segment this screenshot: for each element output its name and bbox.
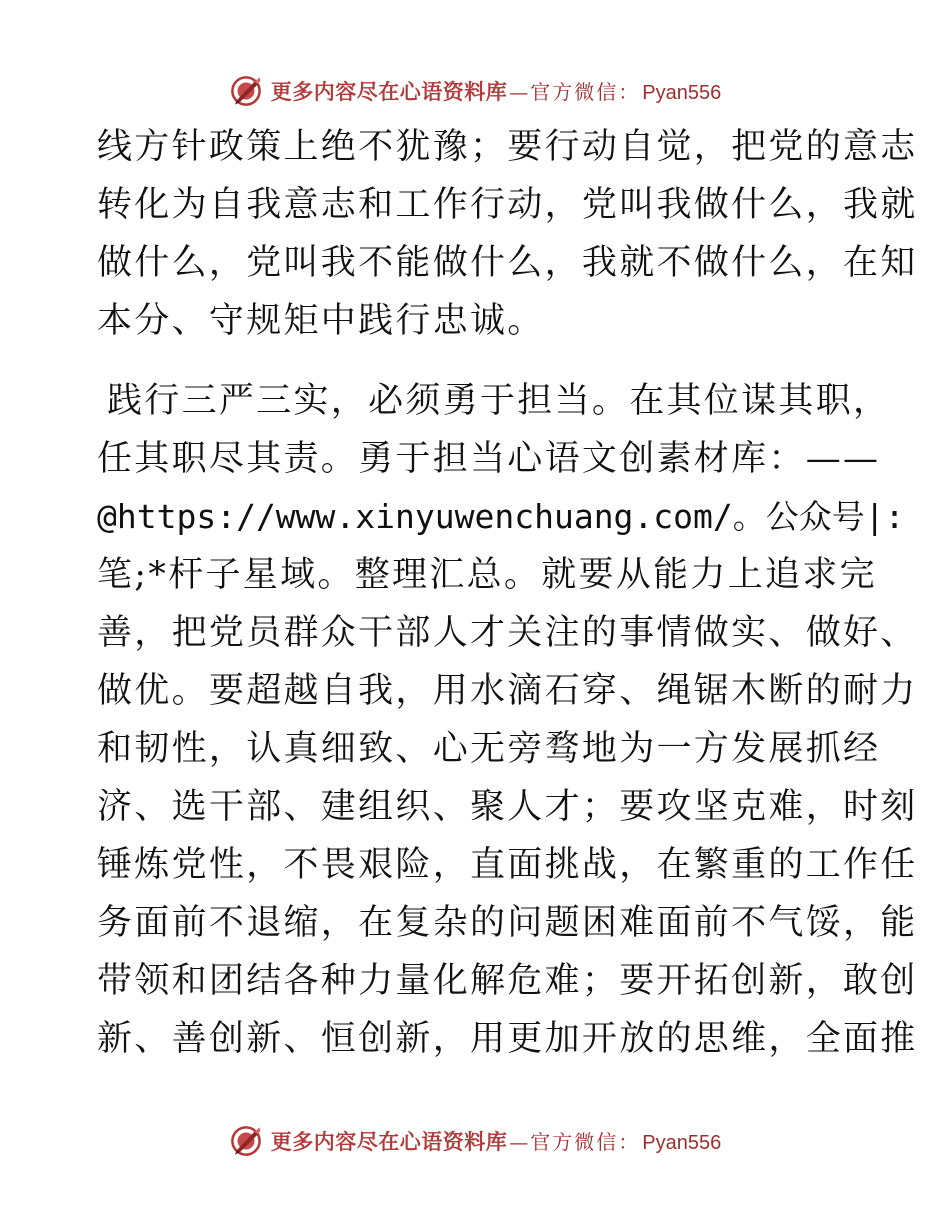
- footer-wechat-id: Pyan556: [642, 1132, 722, 1154]
- pen-circle-logo-icon: [229, 1124, 263, 1158]
- header-separator: —: [509, 82, 529, 104]
- text-line: 带领和团结各种力量化解危难；要开拓创新，敢创: [97, 961, 918, 1001]
- text-line: 线方针政策上绝不犹豫；要行动自觉，把党的意志: [97, 127, 918, 167]
- url-text-line[interactable]: @https://www.xinyuwenchuang.com/。公众号|:: [97, 497, 905, 536]
- paragraph-1: [97, 118, 918, 350]
- header-banner[interactable]: [0, 71, 950, 111]
- footer-separator: —: [509, 1132, 529, 1154]
- header-wechat-label: 官方微信：: [530, 80, 641, 104]
- footer-banner[interactable]: [0, 1121, 950, 1161]
- text-line: 新、善创新、恒创新，用更加开放的思维，全面推: [97, 1019, 918, 1059]
- text-line: 做优。要超越自我，用水滴石穿、绳锯木断的耐力: [97, 671, 918, 711]
- header-brand-text: 更多内容尽在心语资料库: [270, 79, 508, 104]
- footer-wechat-label: 官方微信：: [530, 1130, 641, 1154]
- document-body: [97, 118, 918, 1068]
- text-line: 践行三严三实，必须勇于担当。在其位谋其职，: [107, 381, 891, 421]
- text-line: 本分、守规矩中践行忠诚。: [97, 301, 545, 341]
- text-line: 任其职尽其责。勇于担当心语文创素材库：——: [97, 439, 881, 479]
- pen-circle-logo-icon: [229, 74, 263, 108]
- header-wechat-id: Pyan556: [642, 82, 722, 104]
- text-line: 务面前不退缩，在复杂的问题困难面前不气馁，能: [97, 903, 918, 943]
- text-line: 转化为自我意志和工作行动，党叫我做什么，我就: [97, 185, 918, 225]
- text-line: 济、选干部、建组织、聚人才；要攻坚克难，时刻: [97, 787, 918, 827]
- text-line: 锤炼党性，不畏艰险，直面挑战，在繁重的工作任: [97, 845, 918, 885]
- text-line: 和韧性，认真细致、心无旁骛地为一方发展抓经: [97, 729, 881, 769]
- text-line: 笔;*杆子星域。整理汇总。就要从能力上追求完: [97, 555, 877, 595]
- text-line: 做什么，党叫我不能做什么，我就不做什么，在知: [97, 243, 918, 283]
- text-line: 善，把党员群众干部人才关注的事情做实、做好、: [97, 613, 918, 653]
- paragraph-2: [97, 372, 918, 1068]
- footer-brand-text: 更多内容尽在心语资料库: [270, 1129, 508, 1154]
